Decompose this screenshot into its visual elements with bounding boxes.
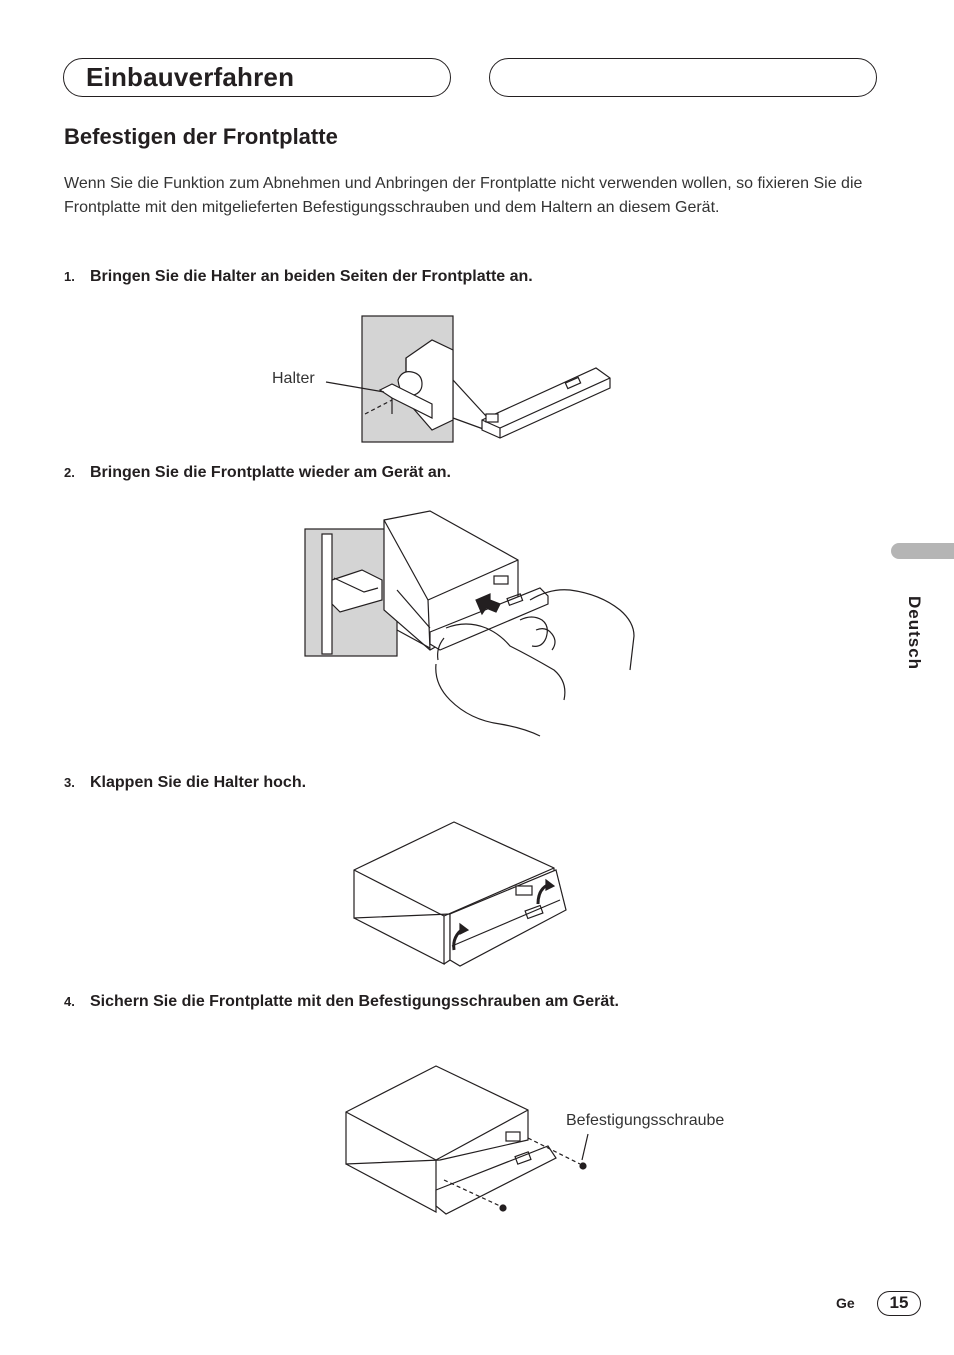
step-text: Sichern Sie die Frontplatte mit den Befestigungsschrauben am Gerät.: [90, 993, 619, 1010]
step-number: 2.: [64, 465, 75, 480]
language-tab-label: Deutsch: [905, 596, 924, 671]
intro-paragraph: Wenn Sie die Funktion zum Abnehmen und Anbringen der Frontplatte nicht verwenden wollen, so fixieren Sie die Frontplatte mit den mitgelieferten Befestigungsschrauben und dem Haltern an diesem Gerät.: [64, 175, 863, 216]
step-text: Klappen Sie die Halter hoch.: [90, 774, 307, 791]
step-number: 4.: [64, 994, 75, 1009]
step-number: 1.: [64, 269, 75, 284]
page-title: Einbauverfahren: [86, 62, 295, 92]
footer-language-code: Ge: [836, 1295, 855, 1311]
page-number: 15: [877, 1291, 921, 1316]
label-befestigungsschraube: Befestigungsschraube: [566, 1112, 725, 1129]
label-halter: Halter: [272, 370, 315, 387]
step-text: Bringen Sie die Frontplatte wieder am Gerät an.: [90, 464, 451, 481]
step-text: Bringen Sie die Halter an beiden Seiten der Frontplatte an.: [90, 268, 533, 285]
section-title: Befestigen der Frontplatte: [64, 124, 338, 149]
language-tab-marker: [891, 543, 954, 559]
step-number: 3.: [64, 775, 75, 790]
